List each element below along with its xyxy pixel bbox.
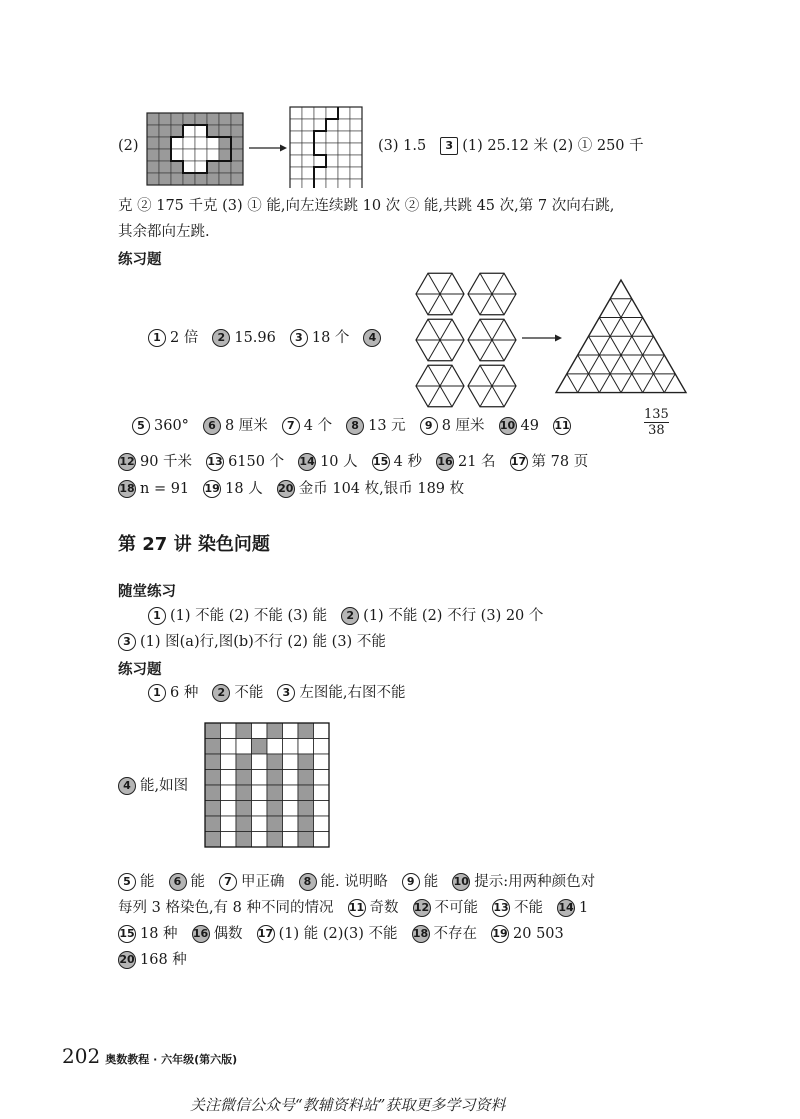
answer-text: 第 78 页 [531, 454, 589, 470]
answer-text: 6 种 [170, 685, 199, 701]
book-title: 奥数教程 · 六年级(第六版) [105, 1053, 238, 1066]
answer-text: (1) 25.12 米 (2) ① 250 千 [462, 138, 644, 154]
answer-text: 提示:用两种颜色对 [474, 874, 596, 890]
question-number: 1 [148, 607, 166, 625]
question-number: 18 [118, 480, 136, 498]
sub-question-2-label: (2) [118, 138, 139, 154]
cut-grid-figure [289, 106, 363, 188]
answer-text: 4 秒 [393, 454, 422, 470]
answer-text: (1) 不能 (2) 不行 (3) 20 个 [363, 608, 544, 624]
question-number: 3 [118, 633, 136, 651]
answer-row [118, 872, 595, 892]
question-number: 16 [436, 453, 454, 471]
question-number: 19 [491, 925, 509, 943]
question-number: 12 [118, 453, 136, 471]
answer-text: (1) 能 (2)(3) 不能 [278, 926, 398, 942]
answer-text: 49 [520, 418, 539, 434]
fraction [644, 407, 669, 438]
question-number: 13 [206, 453, 224, 471]
answer-text: 6150 个 [228, 454, 285, 470]
answer-row [118, 632, 386, 652]
question-number: 6 [169, 873, 187, 891]
question-number: 20 [277, 480, 295, 498]
section-heading-exercises: 练习题 [118, 252, 162, 268]
answer-row [118, 924, 564, 944]
answer-text: (3) 1.5 [378, 138, 427, 154]
triangle-grid-figure [554, 278, 688, 396]
watermark: 关注微信公众号“教辅资料站”获取更多学习资料 [190, 1096, 506, 1114]
answer-text: 甲正确 [241, 874, 285, 890]
answer-text: 90 千米 [140, 454, 193, 470]
answer-text: 左图能,右图不能 [299, 685, 406, 701]
answer-text: 13 元 [368, 418, 406, 434]
question-number: 12 [413, 899, 431, 917]
lecture-title: 第 27 讲 染色问题 [118, 534, 270, 555]
question-number: 19 [203, 480, 221, 498]
answer-text: n = 91 [140, 481, 190, 497]
answer-text: 奇数 [369, 900, 399, 916]
answer-text: 能,如图 [140, 778, 189, 794]
answer-row [148, 606, 543, 626]
answer-text: 8 厘米 [224, 418, 268, 434]
question-number: 11 [553, 417, 571, 435]
answer-text: 能. 说明略 [320, 874, 388, 890]
question-number: 7 [282, 417, 300, 435]
question-number: 10 [499, 417, 517, 435]
section-heading-practice: 随堂练习 [118, 584, 176, 600]
question-number: 1 [148, 329, 166, 347]
answer-text: 能 [140, 874, 155, 890]
question-number: 5 [132, 417, 150, 435]
question-number: 9 [420, 417, 438, 435]
answer-text: 不能 [234, 685, 264, 701]
answer-text: (1) 图(a)行,图(b)不行 (2) 能 (3) 不能 [140, 634, 386, 650]
coloring-board-figure [204, 722, 332, 850]
answer-text: 8 厘米 [441, 418, 485, 434]
fraction-numerator: 135 [644, 407, 669, 422]
question-number: 15 [372, 453, 390, 471]
question-number: 3 [277, 684, 295, 702]
question-number: 2 [212, 329, 230, 347]
cross-grid-figure [146, 112, 244, 186]
answer-text: 每列 3 格染色,有 8 种不同的情况 [118, 900, 334, 916]
question-number: 9 [402, 873, 420, 891]
answer-text: (1) 不能 (2) 不能 (3) 能 [170, 608, 328, 624]
answer-line-1 [378, 136, 644, 156]
question-number: 14 [557, 899, 575, 917]
question-number: 7 [219, 873, 237, 891]
question-number: 16 [192, 925, 210, 943]
answer-row [118, 950, 187, 970]
answer-text: 21 名 [457, 454, 496, 470]
question-number: 3 [290, 329, 308, 347]
question-number: 8 [299, 873, 317, 891]
answer-text: 金币 104 枚,银币 189 枚 [298, 481, 465, 497]
question-number: 13 [492, 899, 510, 917]
answer-text: 360° [154, 418, 189, 434]
answer-row [118, 898, 588, 918]
answer-row [118, 479, 464, 499]
question-number: 6 [203, 417, 221, 435]
answer-text: 1 [579, 900, 589, 916]
answer-line-3: 其余都向左跳. [118, 224, 210, 240]
answer-text: 能 [190, 874, 205, 890]
question-number: 20 [118, 951, 136, 969]
section-heading-exercises-2: 练习题 [118, 662, 162, 678]
question-number: 8 [346, 417, 364, 435]
answer-text: 20 503 [513, 926, 564, 942]
question-number: 4 [118, 777, 136, 795]
answer-text: 168 种 [140, 952, 187, 968]
question-number: 2 [341, 607, 359, 625]
answer-text: 不存在 [433, 926, 478, 942]
question-number: 1 [148, 684, 166, 702]
question-number: 18 [412, 925, 430, 943]
question-number: 14 [298, 453, 316, 471]
answer-row [118, 776, 188, 796]
answer-row [132, 416, 575, 436]
answer-text: 18 个 [311, 330, 350, 346]
page-number: 202 [62, 1044, 101, 1068]
question-number: 2 [212, 684, 230, 702]
fraction-denominator: 38 [644, 422, 669, 438]
answer-text: 18 种 [140, 926, 178, 942]
page-footer [62, 1044, 237, 1068]
answer-text: 15.96 [234, 330, 276, 346]
answer-line-2: 克 ② 175 千克 (3) ① 能,向左连续跳 10 次 ② 能,共跳 45 次,第 7 次向右跳, [118, 198, 615, 214]
answer-text: 2 倍 [170, 330, 199, 346]
question-number: 4 [363, 329, 381, 347]
answer-text: 偶数 [213, 926, 243, 942]
answer-text: 不可能 [434, 900, 478, 916]
right-arrow-icon [249, 142, 287, 154]
answer-text: 4 个 [303, 418, 333, 434]
question-number: 10 [452, 873, 470, 891]
answer-text: 18 人 [225, 481, 263, 497]
answer-row [148, 328, 385, 348]
answer-text: 10 人 [320, 454, 358, 470]
question-number: 15 [118, 925, 136, 943]
question-number: 3 [440, 137, 458, 155]
hexagon-tiles-figure [414, 270, 518, 410]
answer-text: 不能 [514, 900, 543, 916]
answer-text: 能 [423, 874, 439, 890]
question-number: 17 [257, 925, 275, 943]
question-number: 17 [510, 453, 528, 471]
answer-row [148, 683, 405, 703]
question-number: 5 [118, 873, 136, 891]
question-number: 11 [348, 899, 366, 917]
answer-row [118, 452, 588, 472]
